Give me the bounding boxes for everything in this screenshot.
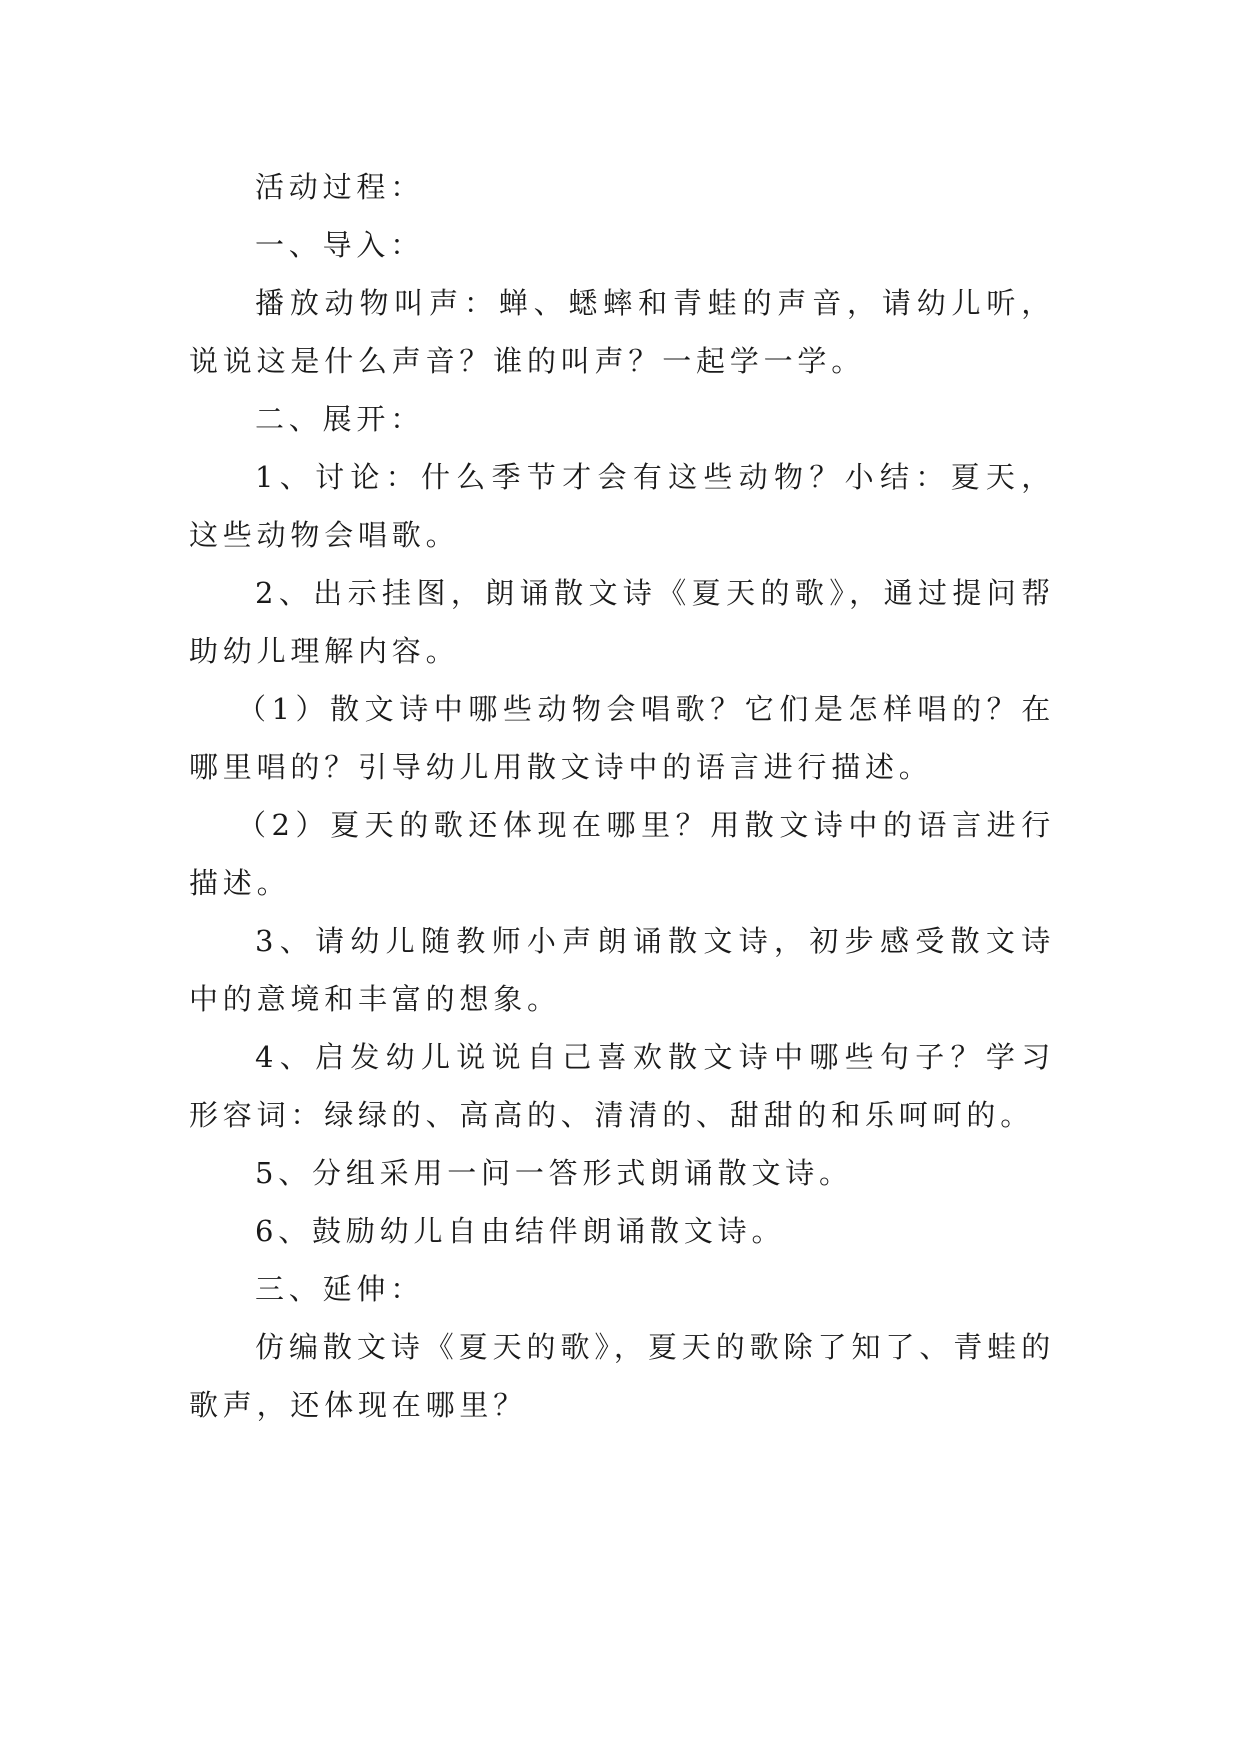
paragraph-extension: 仿编散文诗《夏天的歌》，夏天的歌除了知了、青蛙的歌声，还体现在哪里？ [189,1330,1055,1422]
section-heading-activity-process: 活动过程： [255,170,425,204]
section-heading-extension: 三、延伸： [255,1272,425,1306]
paragraph-step-4: 4、启发幼儿说说自己喜欢散文诗中哪些句子？学习形容词：绿绿的、高高的、清清的、甜甜的和乐呵呵的。 [189,1040,1055,1132]
paragraph-step-6: 6、鼓励幼儿自由结伴朗诵散文诗。 [255,1214,786,1248]
section-heading-development: 二、展开： [255,402,425,436]
paragraph-step-2: 2、出示挂图，朗诵散文诗《夏天的歌》，通过提问帮助幼儿理解内容。 [189,576,1055,668]
paragraph-step-1: 1、讨论：什么季节才会有这些动物？小结：夏天，这些动物会唱歌。 [189,460,1055,552]
paragraph-step-5: 5、分组采用一问一答形式朗诵散文诗。 [255,1156,853,1190]
paragraph-step-2-question-1: （1）散文诗中哪些动物会唱歌？它们是怎样唱的？在哪里唱的？引导幼儿用散文诗中的语言进行描述。 [189,692,1055,784]
paragraph-introduction: 播放动物叫声：蝉、蟋蟀和青蛙的声音，请幼儿听，说说这是什么声音？谁的叫声？一起学一学。 [189,286,1055,378]
paragraph-step-2-question-2: （2）夏天的歌还体现在哪里？用散文诗中的语言进行描述。 [189,808,1055,900]
section-heading-introduction: 一、导入： [255,228,425,262]
document-body [189,158,1055,1434]
paragraph-step-3: 3、请幼儿随教师小声朗诵散文诗，初步感受散文诗中的意境和丰富的想象。 [189,924,1055,1016]
